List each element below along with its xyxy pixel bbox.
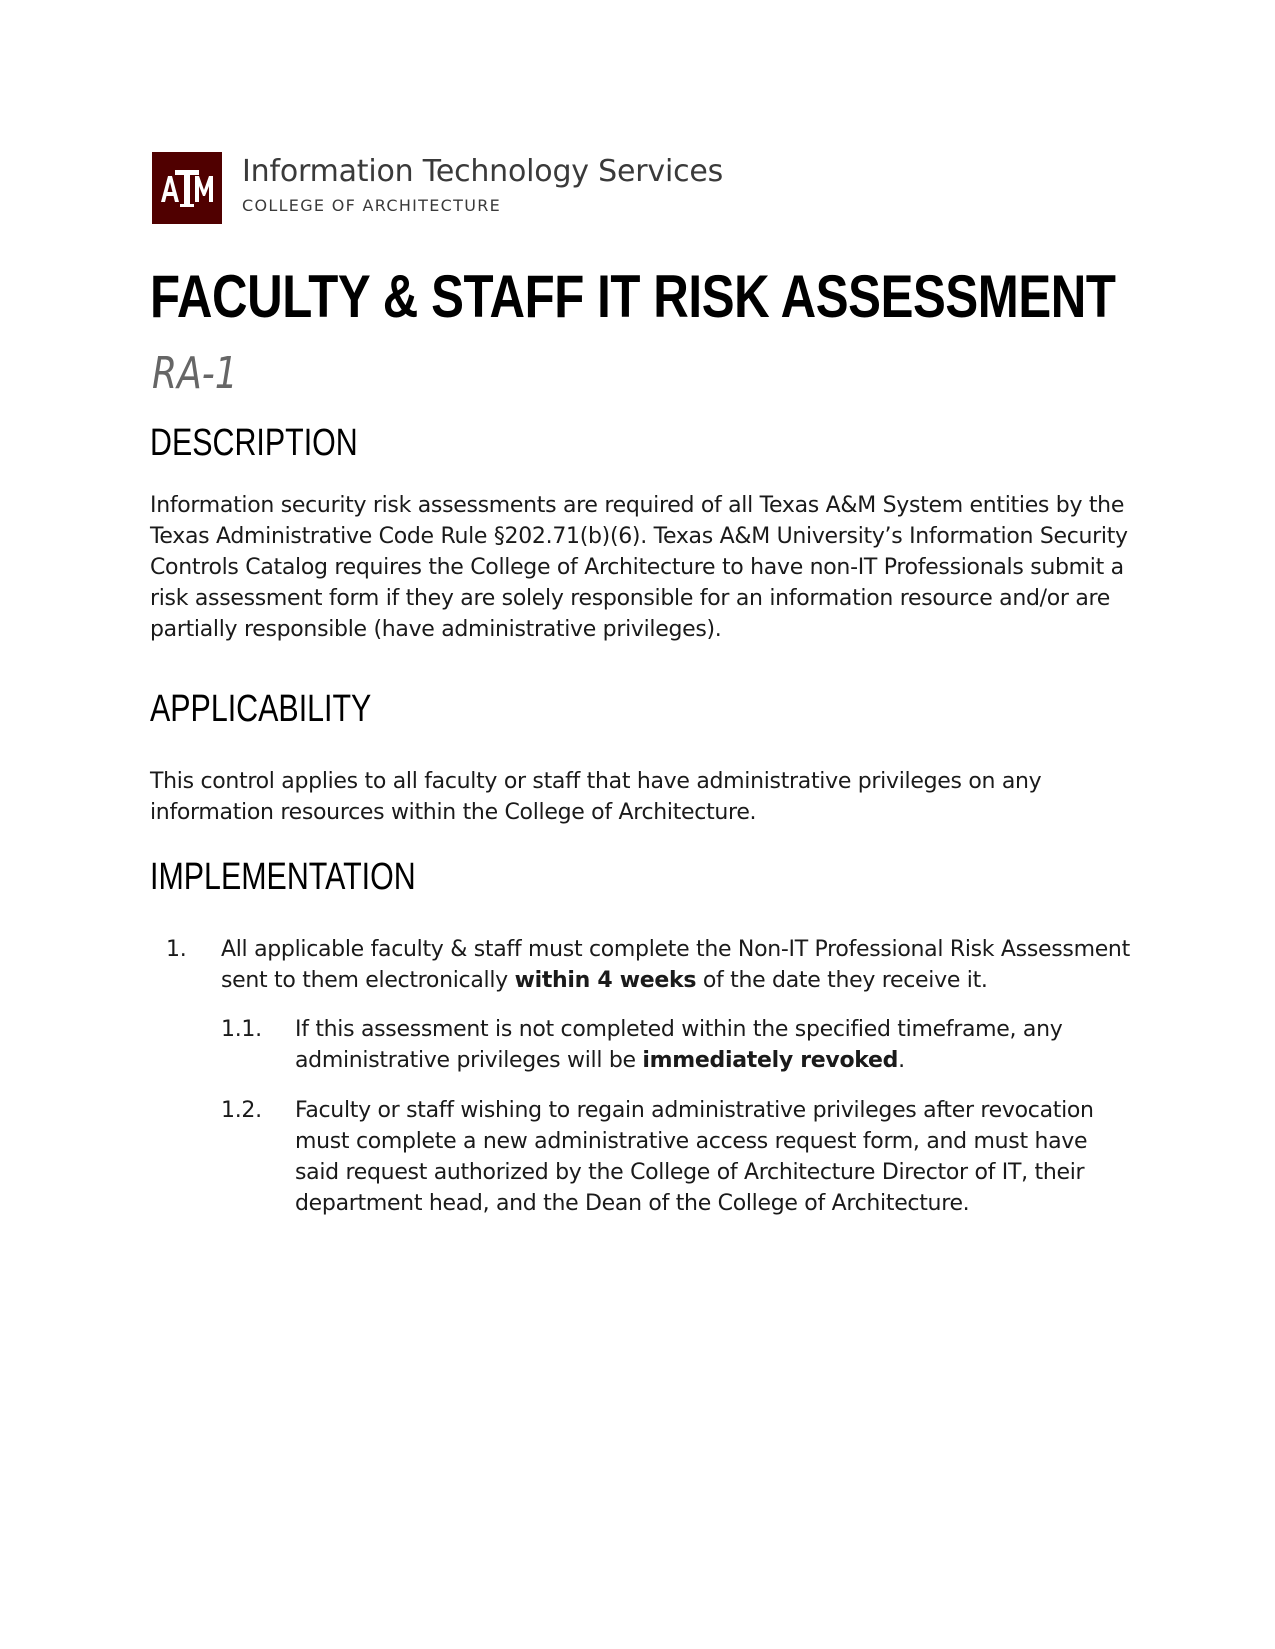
document-header: [152, 152, 723, 224]
implementation-heading: IMPLEMENTATION: [150, 856, 416, 898]
list-item-number: 1.: [166, 937, 187, 962]
header-text: [242, 152, 723, 215]
description-text: Information security risk assessments are required of all Texas A&M System entities by the Texas Administrative Code Rule §202.71(b)(6). Texas A&M University’s Information Security Controls Catalog requires the College of Architecture to have non-IT Professionals submit a risk assessment form if they are solely responsible for an information resource and/or are partially responsible (have administrative privileges).: [150, 493, 1128, 642]
document-code: RA-1: [152, 348, 238, 399]
list-item-number: 1.1.: [221, 1017, 262, 1042]
tamu-logo-mark: [159, 166, 215, 210]
list-item-text: [221, 934, 1141, 996]
list-item-text: [295, 1014, 1095, 1076]
list-item-text: Faculty or staff wishing to regain administrative privileges after revocation must complete a new administrative access request form, and must have said request authorized by the College of Architecture Director of IT, their department head, and the Dean of the College of Architecture.: [295, 1098, 1094, 1216]
applicability-text: This control applies to all faculty or staff that have administrative privileges on any information resources within the College of Architecture.: [150, 769, 1042, 825]
document-title: FACULTY & STAFF IT RISK ASSESSMENT: [150, 263, 1116, 330]
list-item-text-part: All applicable faculty & staff must complete the Non-IT Professional Risk Assessment sent to them electronically: [221, 937, 1130, 993]
description-heading: DESCRIPTION: [150, 422, 358, 464]
list-item-text-part: of the date they receive it.: [696, 968, 988, 993]
department-name: Information Technology Services: [242, 154, 724, 189]
applicability-heading: APPLICABILITY: [150, 688, 372, 730]
list-item-text-part: If this assessment is not completed within the specified timeframe, any administrative privileges will be: [295, 1017, 1063, 1073]
college-name: COLLEGE OF ARCHITECTURE: [242, 196, 502, 215]
list-item-emphasis: within 4 weeks: [514, 968, 697, 993]
list-item-emphasis: immediately revoked: [642, 1048, 899, 1073]
tamu-logo: [152, 152, 222, 224]
list-item-number: 1.2.: [221, 1098, 262, 1123]
list-item-text-part: .: [898, 1048, 905, 1073]
